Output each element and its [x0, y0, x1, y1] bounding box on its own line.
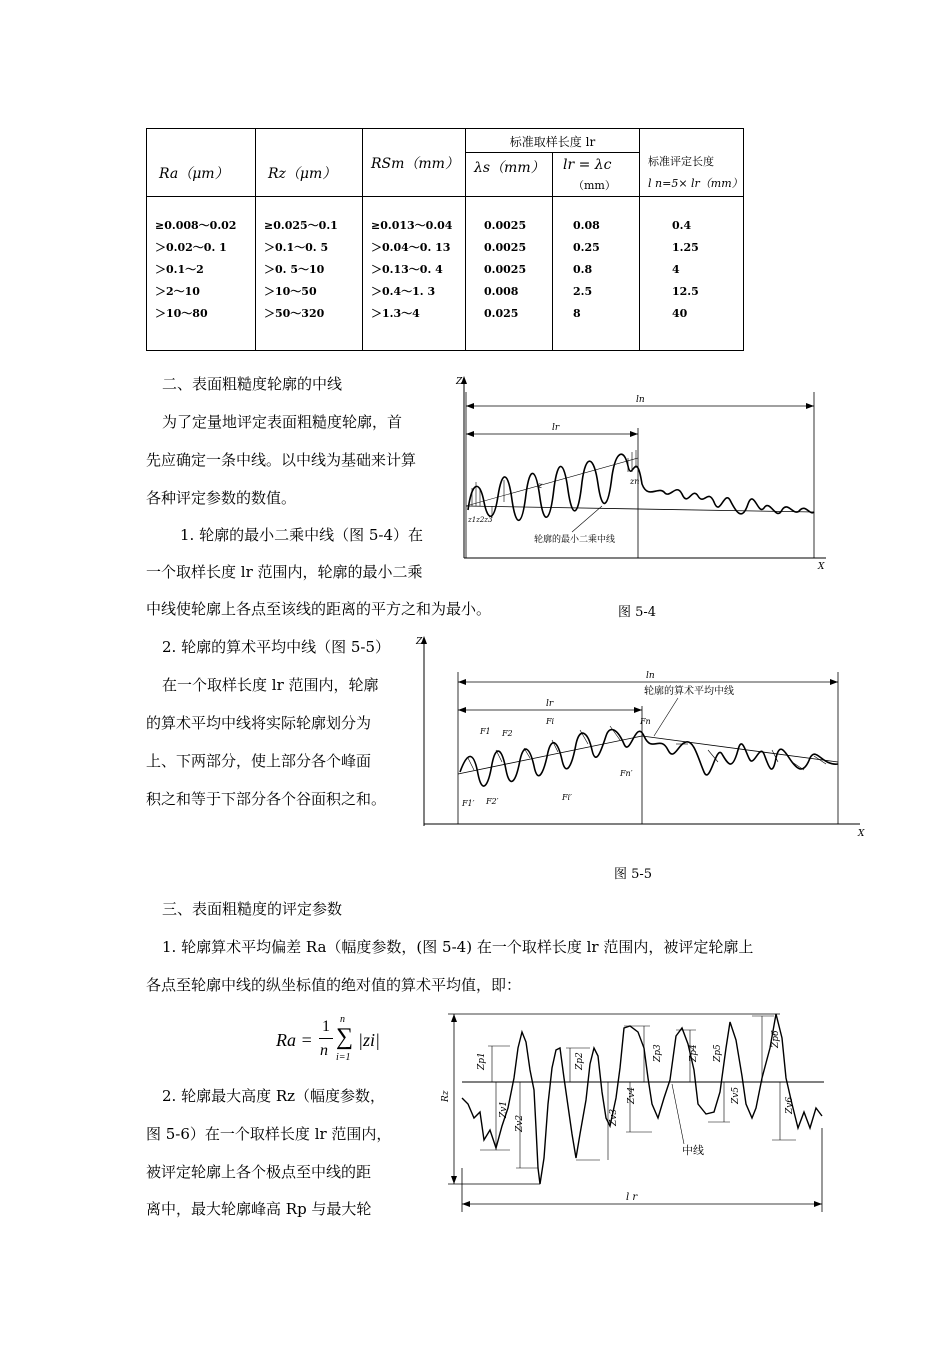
table-cell: 40 [672, 307, 688, 320]
fn-label: Fn [640, 717, 651, 726]
formula-body: |zi| [358, 1030, 380, 1050]
arithmetic-midline-label: 轮廓的算术平均中线 [644, 686, 734, 697]
paragraph-line: 2. 轮廓最大高度 Rz（幅度参数， [162, 1087, 386, 1105]
header-evaluation-length: 标准评定长度 l n=5× lr（mm） [640, 129, 744, 197]
table-cell: ＞10～80 [155, 307, 208, 320]
table-cell: ＞0. 5～10 [264, 263, 325, 276]
zv6-label: Zv6 [785, 1096, 795, 1114]
zp3-label: Zp3 [653, 1044, 663, 1062]
table-cell: ≥0.013～0.04 [371, 219, 453, 232]
zv3-label: Zv3 [609, 1108, 619, 1126]
table-cell: 8 [573, 307, 581, 320]
f2-prime-label: F2′ [486, 797, 499, 806]
ln-label: ln [646, 671, 655, 681]
zv5-label: Zv5 [731, 1086, 741, 1104]
paragraph-line: 上、下两部分，使上部分各个峰面 [146, 752, 372, 770]
table-cell: ＞0.13～0. 4 [371, 263, 443, 276]
figure-5-6 [440, 1008, 830, 1218]
sigma-icon: ∑ [336, 1024, 354, 1050]
axis-label-z: Z [416, 637, 423, 647]
ra-formula [276, 1014, 416, 1068]
table-cell: 0.0025 [484, 219, 527, 232]
figure-5-4 [452, 372, 832, 572]
paragraph-line: 离中，最大轮廓峰高 Rp 与最大轮 [146, 1200, 372, 1218]
paragraph-line: 积之和等于下部分各个谷面积之和。 [146, 790, 387, 808]
f1-label: F1 [480, 727, 491, 736]
paragraph-line: 各种评定参数的数值。 [146, 489, 297, 507]
paragraph-line: 被评定轮廓上各个极点至中线的距 [146, 1163, 372, 1181]
table-cell: 0.25 [573, 241, 600, 254]
table-cell: 0.025 [484, 307, 519, 320]
table-cell: ≥0.008～0.02 [155, 219, 237, 232]
paragraph-line: 各点至轮廓中线的纵坐标值的绝对值的算术平均值，即： [146, 976, 522, 994]
table-cell: 2.5 [573, 285, 593, 298]
lr-label: lr [546, 699, 554, 709]
axis-label-x: X [858, 829, 865, 839]
zv4-label: Zv4 [627, 1086, 637, 1104]
table-cell: ＞2～10 [155, 285, 200, 298]
table-cell: ＞0.04～0. 13 [371, 241, 451, 254]
zp1-label: Zp1 [477, 1052, 487, 1070]
table-cell: ＞10～50 [264, 285, 317, 298]
section-title: 二、表面粗糙度轮廓的中线 [162, 375, 343, 393]
zp6-label: Zp6 [771, 1030, 781, 1048]
lambda-s-column [466, 197, 553, 351]
ra-column [147, 197, 256, 351]
paragraph-line: 1. 轮廓的最小二乘中线（图 5-4）在 [180, 526, 424, 544]
table-cell: 4 [672, 263, 680, 276]
table-cell: ＞0.02～0. 1 [155, 241, 227, 254]
table-cell: 0.4 [672, 219, 692, 232]
header-lambda-s: λs（mm） [466, 153, 553, 197]
header-rz: Rz（μm） [256, 129, 363, 197]
table-cell: ＞50～320 [264, 307, 325, 320]
paragraph-line: 为了定量地评定表面粗糙度轮廓，首 [162, 413, 403, 431]
f1-prime-label: F1′ [462, 799, 475, 808]
rsm-column [363, 197, 466, 351]
zp4-label: Zp4 [689, 1044, 699, 1062]
lr-column [553, 197, 640, 351]
table-cell: 12.5 [672, 285, 699, 298]
table-cell: 0.0025 [484, 263, 527, 276]
axis-label-x: X [818, 562, 825, 572]
rz-column [256, 197, 363, 351]
fn-prime-label: Fn′ [620, 769, 633, 778]
table-cell: ＞0.1～0. 5 [264, 241, 329, 254]
table-cell: ＞0.1～2 [155, 263, 204, 276]
formula-upper: n [340, 1014, 345, 1025]
section-title: 三、表面粗糙度的评定参数 [162, 900, 343, 918]
zv1-label: Zv1 [499, 1100, 509, 1118]
zp5-label: Zp5 [713, 1044, 723, 1062]
table-cell: ＞1.3～4 [371, 307, 420, 320]
header-lr-lc: lr = λc （mm） [553, 153, 640, 197]
formula-lower: i=1 [336, 1052, 351, 1063]
lr-label: l r [626, 1192, 638, 1203]
table-cell: 0.08 [573, 219, 600, 232]
fi-label: Fi [546, 717, 555, 726]
header-sampling-length: 标准取样长度 lr [466, 129, 640, 153]
figure-caption: 图 5-4 [618, 605, 657, 620]
fi-prime-label: Fi′ [562, 793, 572, 802]
f2-label: F2 [502, 729, 513, 738]
rz-label: Rz [441, 1090, 451, 1102]
paragraph-line: 2. 轮廓的算术平均中线（图 5-5） [162, 638, 391, 656]
paragraph-line: 1. 轮廓算术平均偏差 Ra（幅度参数，(图 5-4) 在一个取样长度 lr 范围内，被评定轮廓上 [162, 938, 754, 956]
paragraph-line: 中线使轮廓上各点至该线的距离的平方之和为最小。 [146, 600, 492, 618]
zp2-label: Zp2 [575, 1052, 585, 1070]
paragraph-line: 一个取样长度 lr 范围内，轮廓的最小二乘 [146, 563, 423, 581]
header-ra: Ra（μm） [147, 129, 256, 197]
paragraph-line: 先应确定一条中线。以中线为基础来计算 [146, 451, 417, 469]
roughness-parameter-table [146, 128, 744, 351]
z-label: z [538, 481, 543, 490]
zv2-label: Zv2 [515, 1114, 525, 1132]
paragraph-line: 的算术平均中线将实际轮廓划分为 [146, 714, 372, 732]
ln-label: ln [636, 395, 645, 405]
paragraph-line: 图 5-6）在一个取样长度 lr 范围内， [146, 1125, 392, 1143]
ln-column [640, 197, 744, 351]
lr-label: lr [552, 423, 560, 433]
table-cell: 1.25 [672, 241, 699, 254]
figure-5-5 [412, 632, 872, 842]
formula-denominator: n [320, 1042, 328, 1059]
paragraph-line: 在一个取样长度 lr 范围内，轮廓 [162, 676, 379, 694]
fraction-bar [319, 1038, 333, 1039]
table-cell: 0.8 [573, 263, 593, 276]
least-squares-midline-label: 轮廓的最小二乘中线 [534, 535, 616, 545]
z123-label: z1z2z3 [468, 516, 493, 524]
formula-numerator: 1 [322, 1018, 330, 1035]
zn-label: zn [630, 477, 640, 486]
figure-caption: 图 5-5 [614, 867, 653, 882]
formula-lhs: Ra = [276, 1030, 313, 1050]
table-cell: ≥0.025～0.1 [264, 219, 338, 232]
midline-label: 中线 [682, 1144, 704, 1157]
header-rsm: RSm（mm） [363, 129, 466, 197]
table-cell: 0.0025 [484, 241, 527, 254]
table-cell: ＞0.4～1. 3 [371, 285, 436, 298]
axis-label-z: Z [456, 377, 463, 387]
table-cell: 0.008 [484, 285, 519, 298]
